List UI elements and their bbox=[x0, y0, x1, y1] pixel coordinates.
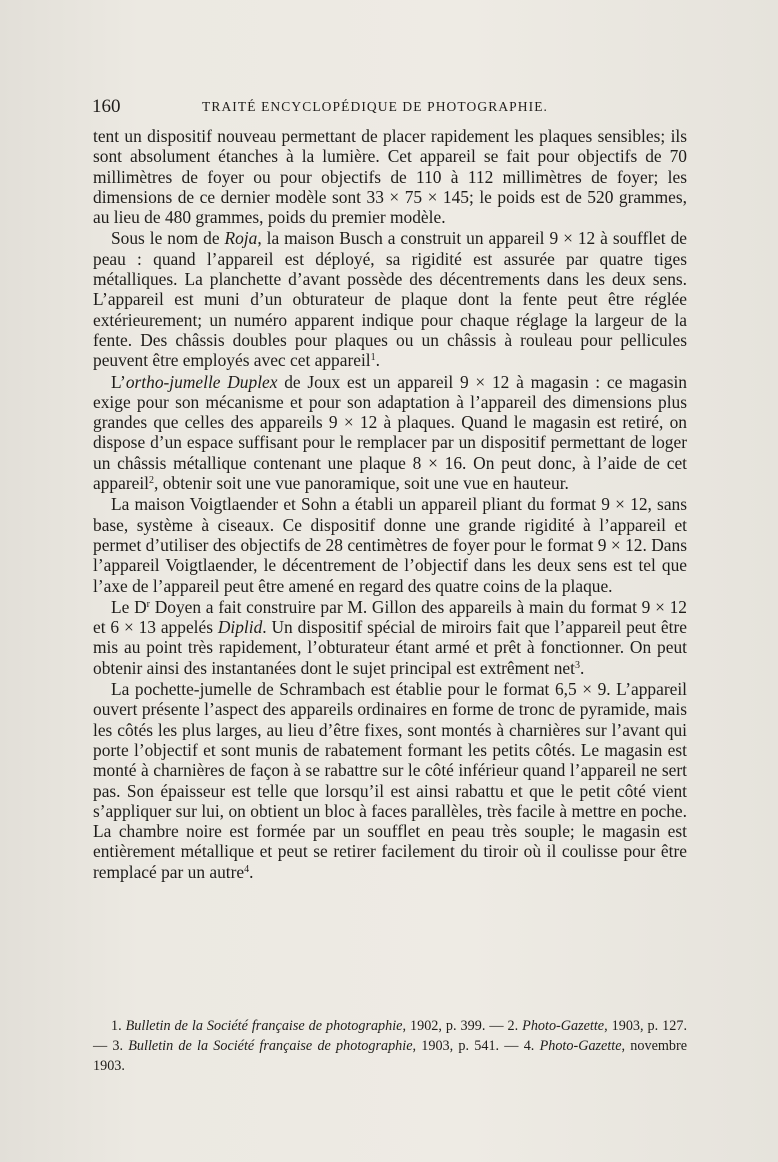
text-run: , obtenir soit une vue panoramique, soit une vue en hauteur. bbox=[154, 473, 569, 494]
text-run: . Un dispositif spécial de miroirs fait que l’appareil peut être mis au point très rapidement, l’obturateur étant armé et prêt à fonctionner. On peut obtenir ainsi des instantanées dont le sujet principal est extrêment net bbox=[93, 617, 687, 678]
footnote-ref: r bbox=[146, 598, 150, 610]
text-run: tent un dispositif nouveau permettant de placer rapidement les plaques sensibles; ils sont absolument étanches à la lumière. Cet appareil se fait pour objectifs de 70 millimètres de foyer ou pour objectifs de 110 à 112 millimètres de foyer; les dimensions de ce dernier modèle sont 33 × 75 × 145; le poids est de 520 grammes, au lieu de 480 grammes, poids du premier modèle. bbox=[93, 126, 687, 228]
italic-text: ortho-jumelle Duplex bbox=[125, 371, 278, 392]
footnote-text bbox=[93, 1016, 687, 1076]
footnote-ref: 1 bbox=[370, 352, 376, 364]
footnote-ref: 4 bbox=[244, 863, 250, 875]
page-header bbox=[92, 96, 688, 120]
text-run: , la maison Busch a construit un appareil 9 × 12 à soufflet de peau : quand l’appareil est déployé, sa rigidité est assurée par quatre tiges métalliques. La planchette d’avant possède des décentrements dans les deux sens. L’appareil est muni d’un obturateur de plaque dont la fente peut être réglée extérieurement; un numéro apparent indique pour chaque réglage la largeur de la fente. Des châssis doubles pour plaques ou un châssis à rouleau pour pellicules peuvent être employés avec cet appareil bbox=[93, 228, 687, 371]
text-run: Doyen a fait construire par M. Gillon des appareils à main du format 9 × 12 et 6 × 13 appelés bbox=[93, 596, 688, 638]
italic-text: Photo-Gazette bbox=[539, 1038, 622, 1054]
text-run: 1. bbox=[111, 1018, 126, 1034]
text-run: La maison Voigtlaender et Sohn a établi un appareil pliant du format 9 × 12, sans base, système à ciseaux. Ce dispositif donne une grande rigidité à l’appareil et permet d’utiliser des objectifs de 28 centimètres de foyer pour le format 9 × 12. Dans l’appareil Voigtlaender, le décentrement de l’objectif dans les deux sens est tel que l’axe de l’appareil peut être amené en regard des quatre coins de la plaque. bbox=[93, 494, 687, 596]
footnote-ref: 2 bbox=[149, 475, 155, 487]
italic-text: Bulletin de la Société française de photographie bbox=[125, 1018, 403, 1034]
paragraph-1 bbox=[93, 126, 687, 227]
italic-text: Photo-Gazette bbox=[522, 1018, 605, 1034]
text-run: Le D bbox=[111, 596, 147, 617]
text-run: Sous le nom de bbox=[111, 228, 225, 249]
text-run: L’ bbox=[111, 371, 126, 392]
paragraph-3 bbox=[93, 372, 687, 494]
italic-text: Roja bbox=[224, 228, 258, 249]
paragraph-6 bbox=[93, 679, 687, 882]
text-run: . bbox=[375, 350, 380, 371]
footnote-ref: 3 bbox=[574, 659, 580, 671]
italic-text: Bulletin de la Société française de photographie bbox=[128, 1038, 413, 1054]
text-run: . bbox=[579, 657, 585, 678]
footnotes bbox=[93, 1016, 687, 1076]
paragraph-4 bbox=[93, 494, 687, 595]
text-run: de Joux est un appareil 9 × 12 à magasin : ce magasin exige pour son mécanisme et pour son adaptation à l’appareil des dimensions plus grandes que celles des appareils 9 × 12 à plaques. Quand le magasin est retiré, on dispose d’un espace suffisant pour le remplacer par un dispositif permettant de loger un châssis métallique contenant une plaque 8 × 16. On peut donc, à l’aide de cet appareil bbox=[93, 371, 687, 494]
paragraph-2 bbox=[93, 228, 687, 370]
body-text bbox=[93, 126, 687, 883]
running-title: TRAITÉ ENCYCLOPÉDIQUE DE PHOTOGRAPHIE. bbox=[202, 99, 549, 114]
paragraph-5 bbox=[93, 597, 687, 678]
text-run: , 1902, p. 399. — 2. bbox=[402, 1018, 523, 1034]
text-run: . bbox=[249, 861, 254, 882]
text-run: , 1903, p. 541. — 4. bbox=[412, 1038, 540, 1054]
page-number: 160 bbox=[92, 96, 121, 117]
text-run: La pochette-jumelle de Schrambach est établie pour le format 6,5 × 9. L’appareil ouvert présente l’aspect des appareils ordinaires en forme de tronc de pyramide, mais les côtés les plus larges, au lieu d’être fixes, sont montés à charnières sur l’avant qui porte l’objectif et sont munis de rabatement formant les petits côtés. Le magasin est monté à charnières de façon à se rabattre sur le côté inférieur quand l’appareil ne sert pas. Son épaisseur est telle que lorsqu’il est ainsi rabattu et que le petit côté vient s’appliquer sur lui, on obtient un bloc à faces parallèles, très facile à mettre en poche. La chambre noire est formée par un soufflet en peau très souple; le magasin est entièrement métallique et peut se retirer facilement du tiroir où il coulisse pour être remplacé par un autre bbox=[93, 679, 687, 882]
text-run: , novembre 1903. bbox=[93, 1038, 688, 1074]
italic-text: Diplid bbox=[217, 617, 263, 638]
text-run: , 1903, p. 127. — 3. bbox=[93, 1018, 687, 1054]
